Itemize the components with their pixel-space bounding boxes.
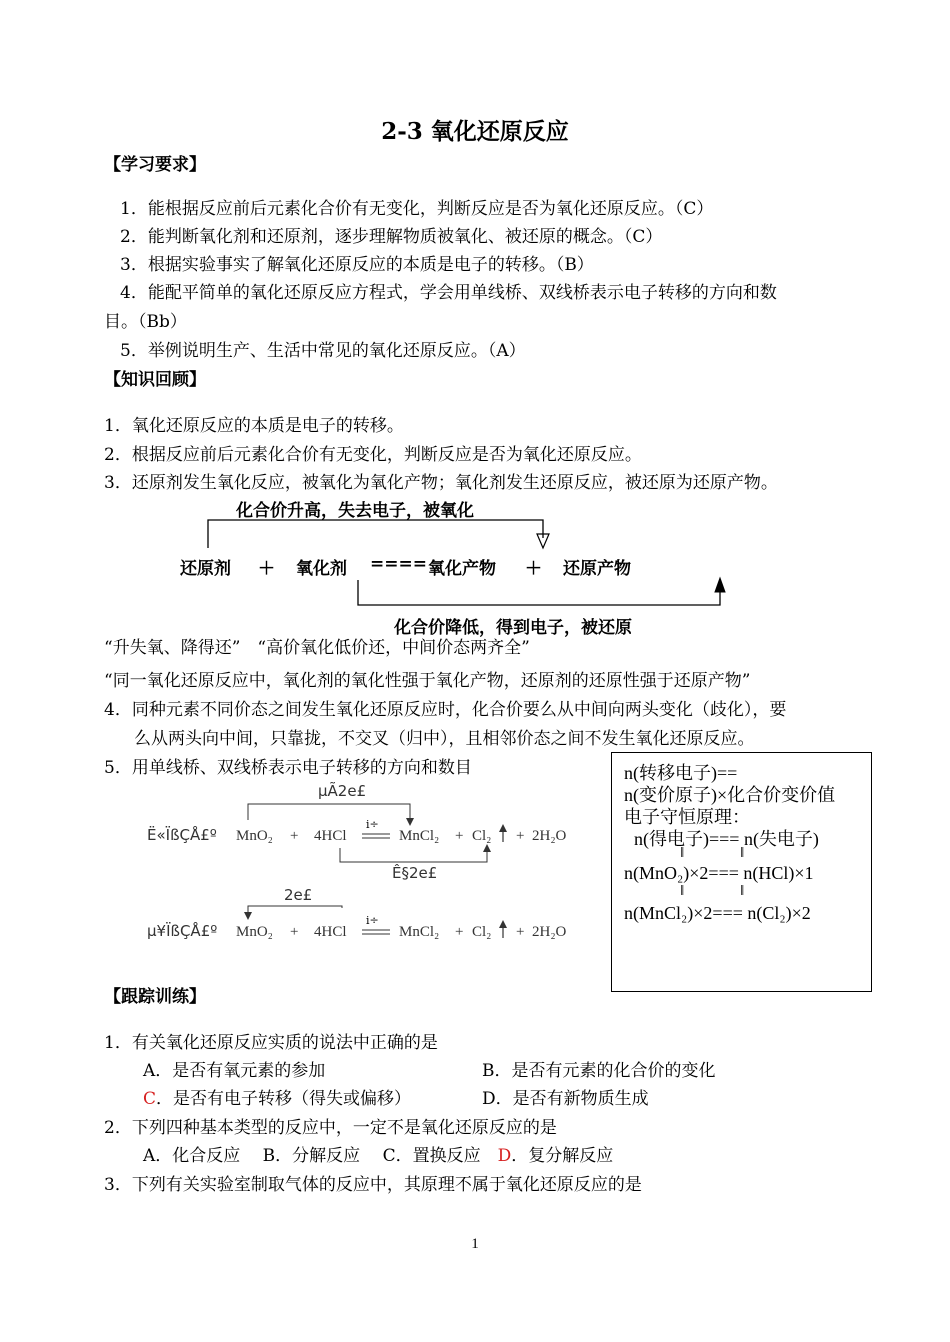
- question-1-answer-letter: C: [143, 1089, 157, 1109]
- section-heading-training: 【跟踪训练】: [104, 987, 206, 1007]
- question-2-options-abc: A．化合反应 B．分解反应 C．置换反应: [143, 1146, 498, 1166]
- review-3: 3．还原剂发生氧化反应，被氧化为氧化产物；氧化剂发生还原反应，被还原为还原产物。: [104, 473, 778, 493]
- page-number: 1: [471, 1236, 479, 1252]
- box-line-2: n(变价原子)×化合价变价值: [624, 785, 836, 805]
- bridge-condition-2: i÷: [366, 914, 379, 927]
- review-4: 4．同种元素不同价态之间发生氧化还原反应时，化合价要么从中间向两头变化（歧化），要: [104, 700, 787, 720]
- requirement-4-cont: 目。（Bb）: [104, 312, 187, 332]
- review-4-cont: 么从两头向中间，只靠拢，不交叉（归中），且相邻价态之间不发生氧化还原反应。: [134, 729, 755, 749]
- bridge-gain-label: µÃ2e£: [318, 782, 367, 800]
- scheme-reductant: 还原剂: [180, 559, 231, 579]
- question-1-option-c: [143, 1084, 411, 1109]
- bridge-lose-label: Ê§2e£: [392, 864, 438, 882]
- box-equal-bar-3: ‖: [680, 883, 685, 899]
- scheme-equals: ====: [370, 554, 427, 574]
- eq1-plus-3: +: [516, 828, 525, 844]
- eq2-mno2: MnO₂: [236, 924, 273, 940]
- eq2-plus-3: +: [516, 924, 525, 940]
- box-line-6: n(MnCl₂)×2=== n(Cl₂)×2: [624, 903, 811, 923]
- question-2-option-d-text: ．复分解反应: [511, 1146, 614, 1166]
- question-1: 1．有关氧化还原反应实质的说法中正确的是: [104, 1033, 438, 1053]
- mnemonic-1: “升失氧、降得还” “高价氧化低价还，中间价态两齐全”: [104, 638, 530, 658]
- eq1-hcl: 4HCl: [314, 828, 347, 844]
- question-1-option-c-text: ．是否有电子转移（得失或偏移）: [156, 1089, 412, 1109]
- box-equal-bar-2: ‖: [740, 845, 745, 861]
- scheme-plus-2: ＋: [525, 559, 542, 579]
- scheme-plus-1: ＋: [258, 559, 275, 579]
- page-title: 2-3 氧化还原反应: [381, 118, 569, 145]
- scheme-oxidation-product: 氧化产物: [428, 559, 496, 579]
- bridge-single-e-label: 2e£: [284, 886, 313, 904]
- eq2-plus-2: +: [455, 924, 464, 940]
- question-2-answer-letter: D: [497, 1146, 512, 1166]
- review-1: 1．氧化还原反应的本质是电子的转移。: [104, 416, 404, 436]
- question-1-option-b: B．是否有元素的化合价的变化: [482, 1061, 716, 1081]
- bridge-double-label: Ë«ÏßÇÅ£º: [147, 826, 217, 844]
- question-1-option-a: A．是否有氧元素的参加: [143, 1061, 326, 1081]
- review-2: 2．根据反应前后元素化合价有无变化，判断反应是否为氧化还原反应。: [104, 445, 642, 465]
- question-1-option-d: D．是否有新物质生成: [482, 1089, 649, 1109]
- scheme-reduction-product: 还原产物: [563, 559, 631, 579]
- requirement-4: 4．能配平简单的氧化还原反应方程式，学会用单线桥、双线桥表示电子转移的方向和数: [120, 283, 777, 303]
- eq1-plus-1: +: [290, 828, 299, 844]
- question-2-options: [143, 1141, 613, 1166]
- eq1-cl2: Cl₂: [472, 828, 492, 844]
- box-line-5: n(MnO₂)×2=== n(HCl)×1: [624, 863, 814, 883]
- question-2: 2．下列四种基本类型的反应中，一定不是氧化还原反应的是: [104, 1118, 557, 1138]
- eq2-plus-1: +: [290, 924, 299, 940]
- requirement-1: 1．能根据反应前后元素化合价有无变化，判断反应是否为氧化还原反应。（C）: [120, 199, 714, 219]
- eq1-mno2: MnO₂: [236, 828, 273, 844]
- eq2-hcl: 4HCl: [314, 924, 347, 940]
- section-heading-requirements: 【学习要求】: [104, 155, 206, 175]
- box-equal-bar-1: ‖: [680, 845, 685, 861]
- section-heading-review: 【知识回顾】: [104, 370, 206, 390]
- box-line-4: n(得电子)=== n(失电子): [634, 829, 819, 849]
- requirement-2: 2．能判断氧化剂和还原剂，逐步理解物质被氧化、被还原的概念。（C）: [120, 227, 663, 247]
- requirement-5: 5．举例说明生产、生活中常见的氧化还原反应。（A）: [120, 341, 526, 361]
- box-line-1: n(转移电子)==: [624, 763, 738, 783]
- eq1-plus-2: +: [455, 828, 464, 844]
- eq1-mncl2: MnCl₂: [399, 828, 440, 844]
- requirement-3: 3．根据实验事实了解氧化还原反应的本质是电子的转移。（B）: [120, 255, 594, 275]
- bridge-condition-1: i÷: [366, 818, 379, 831]
- scheme-oxidant: 氧化剂: [296, 559, 347, 579]
- box-equal-bar-4: ‖: [740, 883, 745, 899]
- eq2-h2o: 2H₂O: [532, 924, 567, 940]
- eq2-cl2: Cl₂: [472, 924, 492, 940]
- question-3: 3．下列有关实验室制取气体的反应中，其原理不属于氧化还原反应的是: [104, 1175, 642, 1195]
- eq2-mncl2: MnCl₂: [399, 924, 440, 940]
- eq1-h2o: 2H₂O: [532, 828, 567, 844]
- mnemonic-2: “同一氧化还原反应中，氧化剂的氧化性强于氧化产物，还原剂的还原性强于还原产物”: [104, 671, 751, 691]
- scheme-bottom-label: 化合价降低，得到电子，被还原: [394, 618, 632, 638]
- bridge-single-label: µ¥ÏßÇÅ£º: [147, 922, 218, 940]
- scheme-top-label: 化合价升高，失去电子，被氧化: [236, 501, 474, 521]
- review-5: 5．用单线桥、双线桥表示电子转移的方向和数目: [104, 758, 472, 778]
- box-line-3: 电子守恒原理：: [624, 807, 750, 827]
- electron-conservation-box: [611, 752, 872, 992]
